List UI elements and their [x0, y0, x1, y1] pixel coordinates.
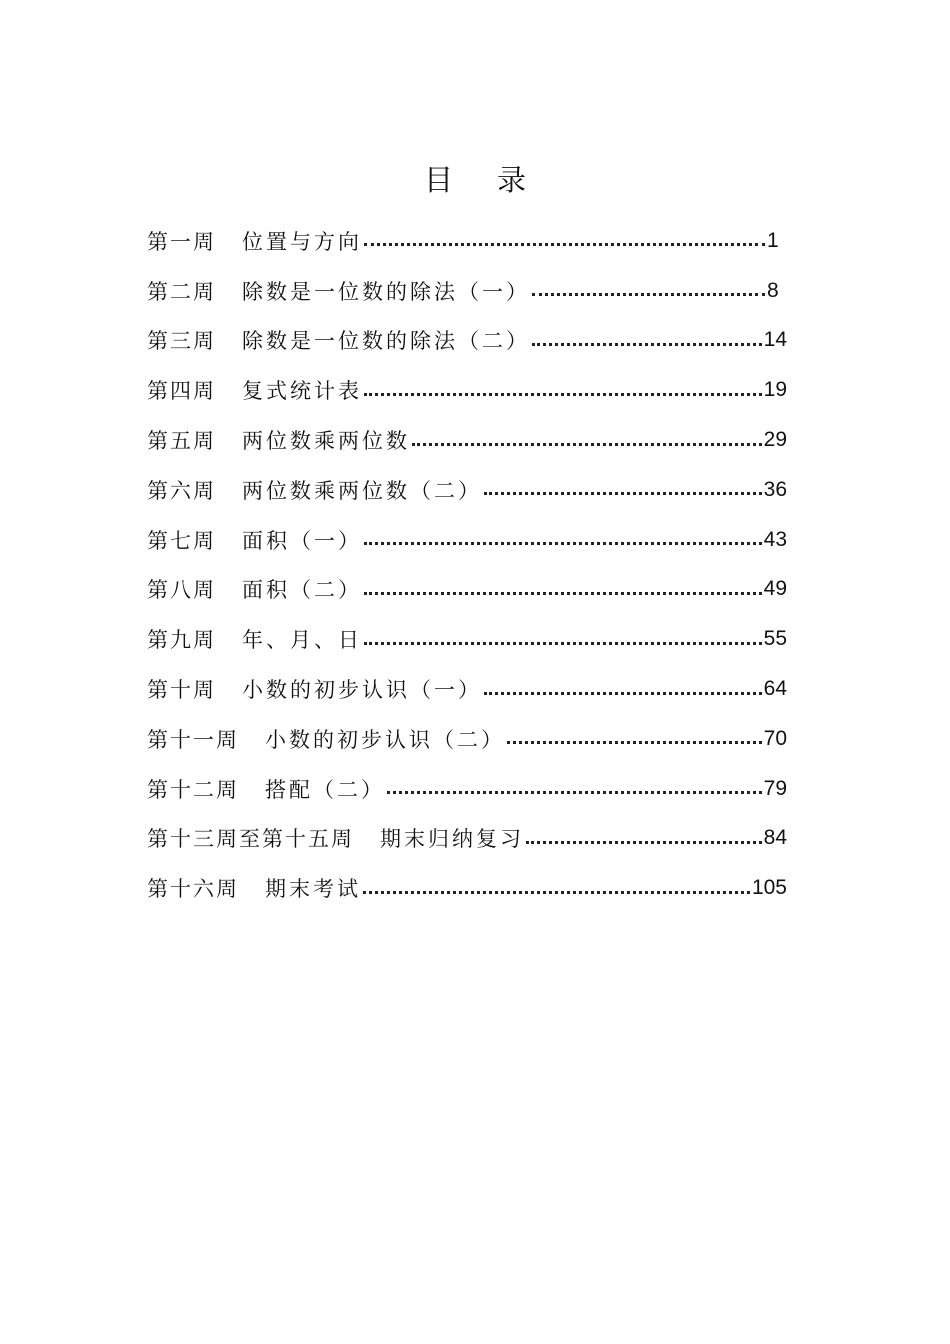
toc-page-number: 79 [763, 776, 787, 800]
toc-week: 第七周 [147, 528, 216, 553]
toc-page-number: 43 [763, 527, 787, 551]
toc-entry[interactable] [147, 415, 787, 465]
toc-dot-leader [532, 293, 765, 296]
toc-entry[interactable] [147, 714, 787, 764]
toc-dot-leader [484, 492, 762, 495]
toc-entry[interactable] [147, 465, 787, 515]
toc-entry[interactable] [147, 814, 787, 864]
toc-topic: 期末考试 [265, 877, 361, 902]
toc-dot-leader [364, 542, 762, 545]
toc-dot-leader [484, 692, 762, 695]
toc-topic: 搭配（二） [265, 777, 385, 802]
toc-page-number: 55 [763, 627, 787, 651]
toc-page-number: 105 [751, 876, 787, 900]
toc-topic: 期末归纳复习 [380, 827, 524, 852]
toc-page-number: 29 [763, 428, 787, 452]
toc-dot-leader [526, 841, 762, 844]
toc-week: 第二周 [147, 279, 216, 304]
toc-entry[interactable] [147, 515, 787, 565]
toc-topic: 两位数乘两位数 [242, 429, 410, 454]
toc-week: 第十周 [147, 678, 216, 703]
toc-entry[interactable] [147, 764, 787, 814]
toc-topic: 位置与方向 [242, 229, 362, 254]
toc-page-number: 64 [763, 677, 787, 701]
toc-page-number: 8 [767, 278, 779, 302]
toc-topic: 两位数乘两位数（二） [242, 478, 482, 503]
toc-dot-leader [364, 243, 765, 246]
toc-entry[interactable] [147, 863, 787, 913]
toc-week: 第十二周 [147, 777, 239, 802]
toc-dot-leader [364, 393, 762, 396]
toc-entry[interactable] [147, 614, 787, 664]
toc-week: 第九周 [147, 628, 216, 653]
toc-week: 第六周 [147, 478, 216, 503]
toc-page-number: 49 [763, 577, 787, 601]
toc-dot-leader [532, 343, 762, 346]
toc-dot-leader [507, 741, 762, 744]
toc-page-number: 1 [767, 228, 779, 252]
toc-page-number: 14 [763, 328, 787, 352]
toc-week: 第十一周 [147, 727, 239, 752]
toc-dot-leader [412, 443, 762, 446]
toc-dot-leader [364, 642, 762, 645]
toc-entry[interactable] [147, 266, 787, 316]
toc-topic: 年、月、日 [242, 628, 362, 653]
toc-topic: 面积（二） [242, 578, 362, 603]
toc-dot-leader [363, 891, 750, 894]
toc-entry[interactable] [147, 664, 787, 714]
toc-page-number: 70 [763, 726, 787, 750]
toc-dot-leader [364, 592, 762, 595]
toc-topic: 小数的初步认识（一） [242, 678, 482, 703]
toc-entry[interactable] [147, 565, 787, 615]
toc-topic: 除数是一位数的除法（二） [242, 329, 530, 354]
toc-entry[interactable] [147, 216, 787, 266]
toc-week: 第八周 [147, 578, 216, 603]
toc-week: 第四周 [147, 379, 216, 404]
toc-week: 第三周 [147, 329, 216, 354]
toc-entry[interactable] [147, 316, 787, 366]
toc-dot-leader [387, 791, 762, 794]
toc-page-number: 84 [763, 826, 787, 850]
toc-topic: 面积（一） [242, 528, 362, 553]
toc-week: 第十六周 [147, 877, 239, 902]
toc-page-number: 36 [763, 477, 787, 501]
toc-week: 第十三周至第十五周 [147, 827, 354, 852]
toc-entry[interactable] [147, 365, 787, 415]
toc-topic: 复式统计表 [242, 379, 362, 404]
toc-week: 第五周 [147, 429, 216, 454]
page-title: 目录 [423, 163, 570, 197]
toc-page-number: 19 [763, 378, 787, 402]
table-of-contents [147, 216, 787, 913]
toc-topic: 小数的初步认识（二） [265, 727, 505, 752]
toc-topic: 除数是一位数的除法（一） [242, 279, 530, 304]
toc-week: 第一周 [147, 229, 216, 254]
